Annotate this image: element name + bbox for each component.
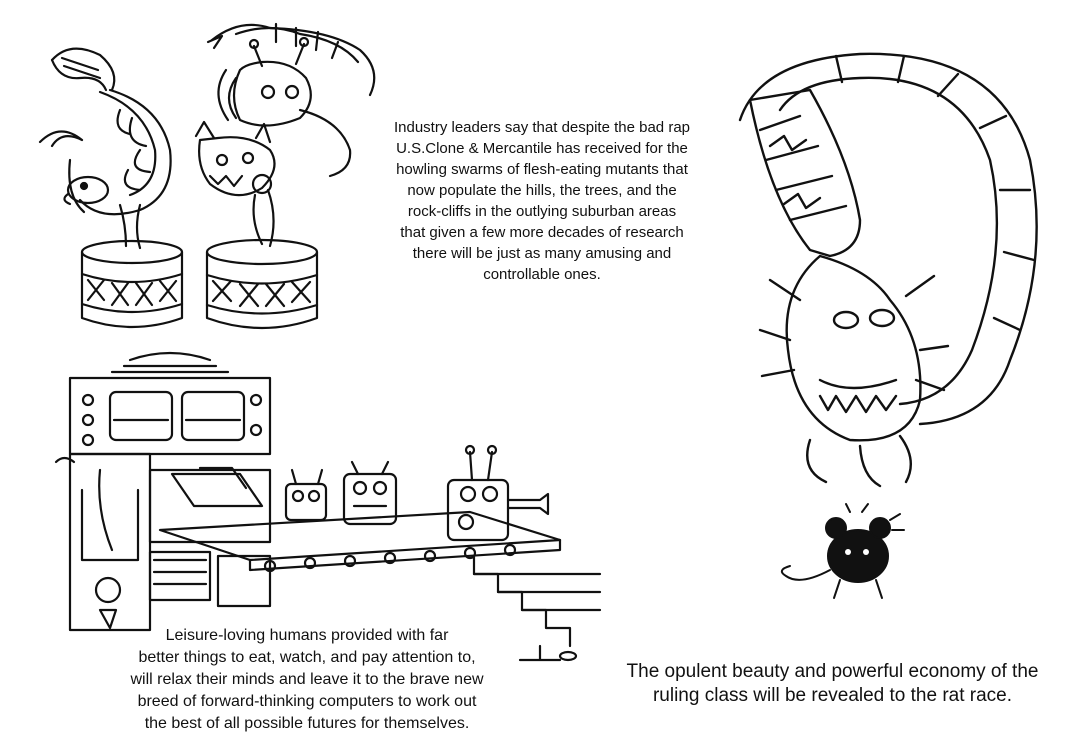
caption-line: breed of forward-thinking computers to work out <box>137 693 477 710</box>
caption-line: howling swarms of flesh-eating mutants that <box>396 161 688 178</box>
caption-line: the best of all possible futures for themselves. <box>144 715 470 732</box>
giant-serpent-drawing <box>740 54 1037 486</box>
caption-line: The opulent beauty and powerful economy of the <box>626 661 1039 682</box>
robot-2 <box>344 462 396 524</box>
caption-line: Industry leaders say that despite the bad rap <box>393 119 690 136</box>
caption-line: U.S.Clone & Mercantile has received for the <box>396 140 688 157</box>
right-serpent-creature <box>196 24 374 246</box>
caption-line: will relax their minds and leave it to the brave new <box>130 671 484 688</box>
left-drum-pedestal <box>82 241 182 327</box>
caption-line: that given a few more decades of research <box>400 224 684 241</box>
caption-line: Leisure-loving humans provided with far <box>165 627 449 644</box>
rat-drawing <box>782 504 904 598</box>
robot-1 <box>286 470 326 520</box>
right-caption <box>605 660 1060 708</box>
caption-line: there will be just as many amusing and <box>412 245 672 262</box>
caption-line: controllable ones. <box>483 266 601 283</box>
caption-line: rock-cliffs in the outlying suburban areas <box>407 203 677 220</box>
robot-3 <box>448 446 548 540</box>
right-drum-pedestal <box>207 240 317 328</box>
creatures-on-pedestals-drawing <box>40 24 374 328</box>
assembly-machine-drawing <box>56 353 600 660</box>
bottom-caption <box>92 625 522 735</box>
caption-line: better things to eat, watch, and pay attention to, <box>138 649 476 666</box>
top-caption <box>372 117 712 285</box>
left-serpent-creature <box>40 49 171 248</box>
caption-line: ruling class will be revealed to the rat race. <box>652 685 1013 706</box>
caption-line: now populate the hills, the trees, and the <box>407 182 677 199</box>
